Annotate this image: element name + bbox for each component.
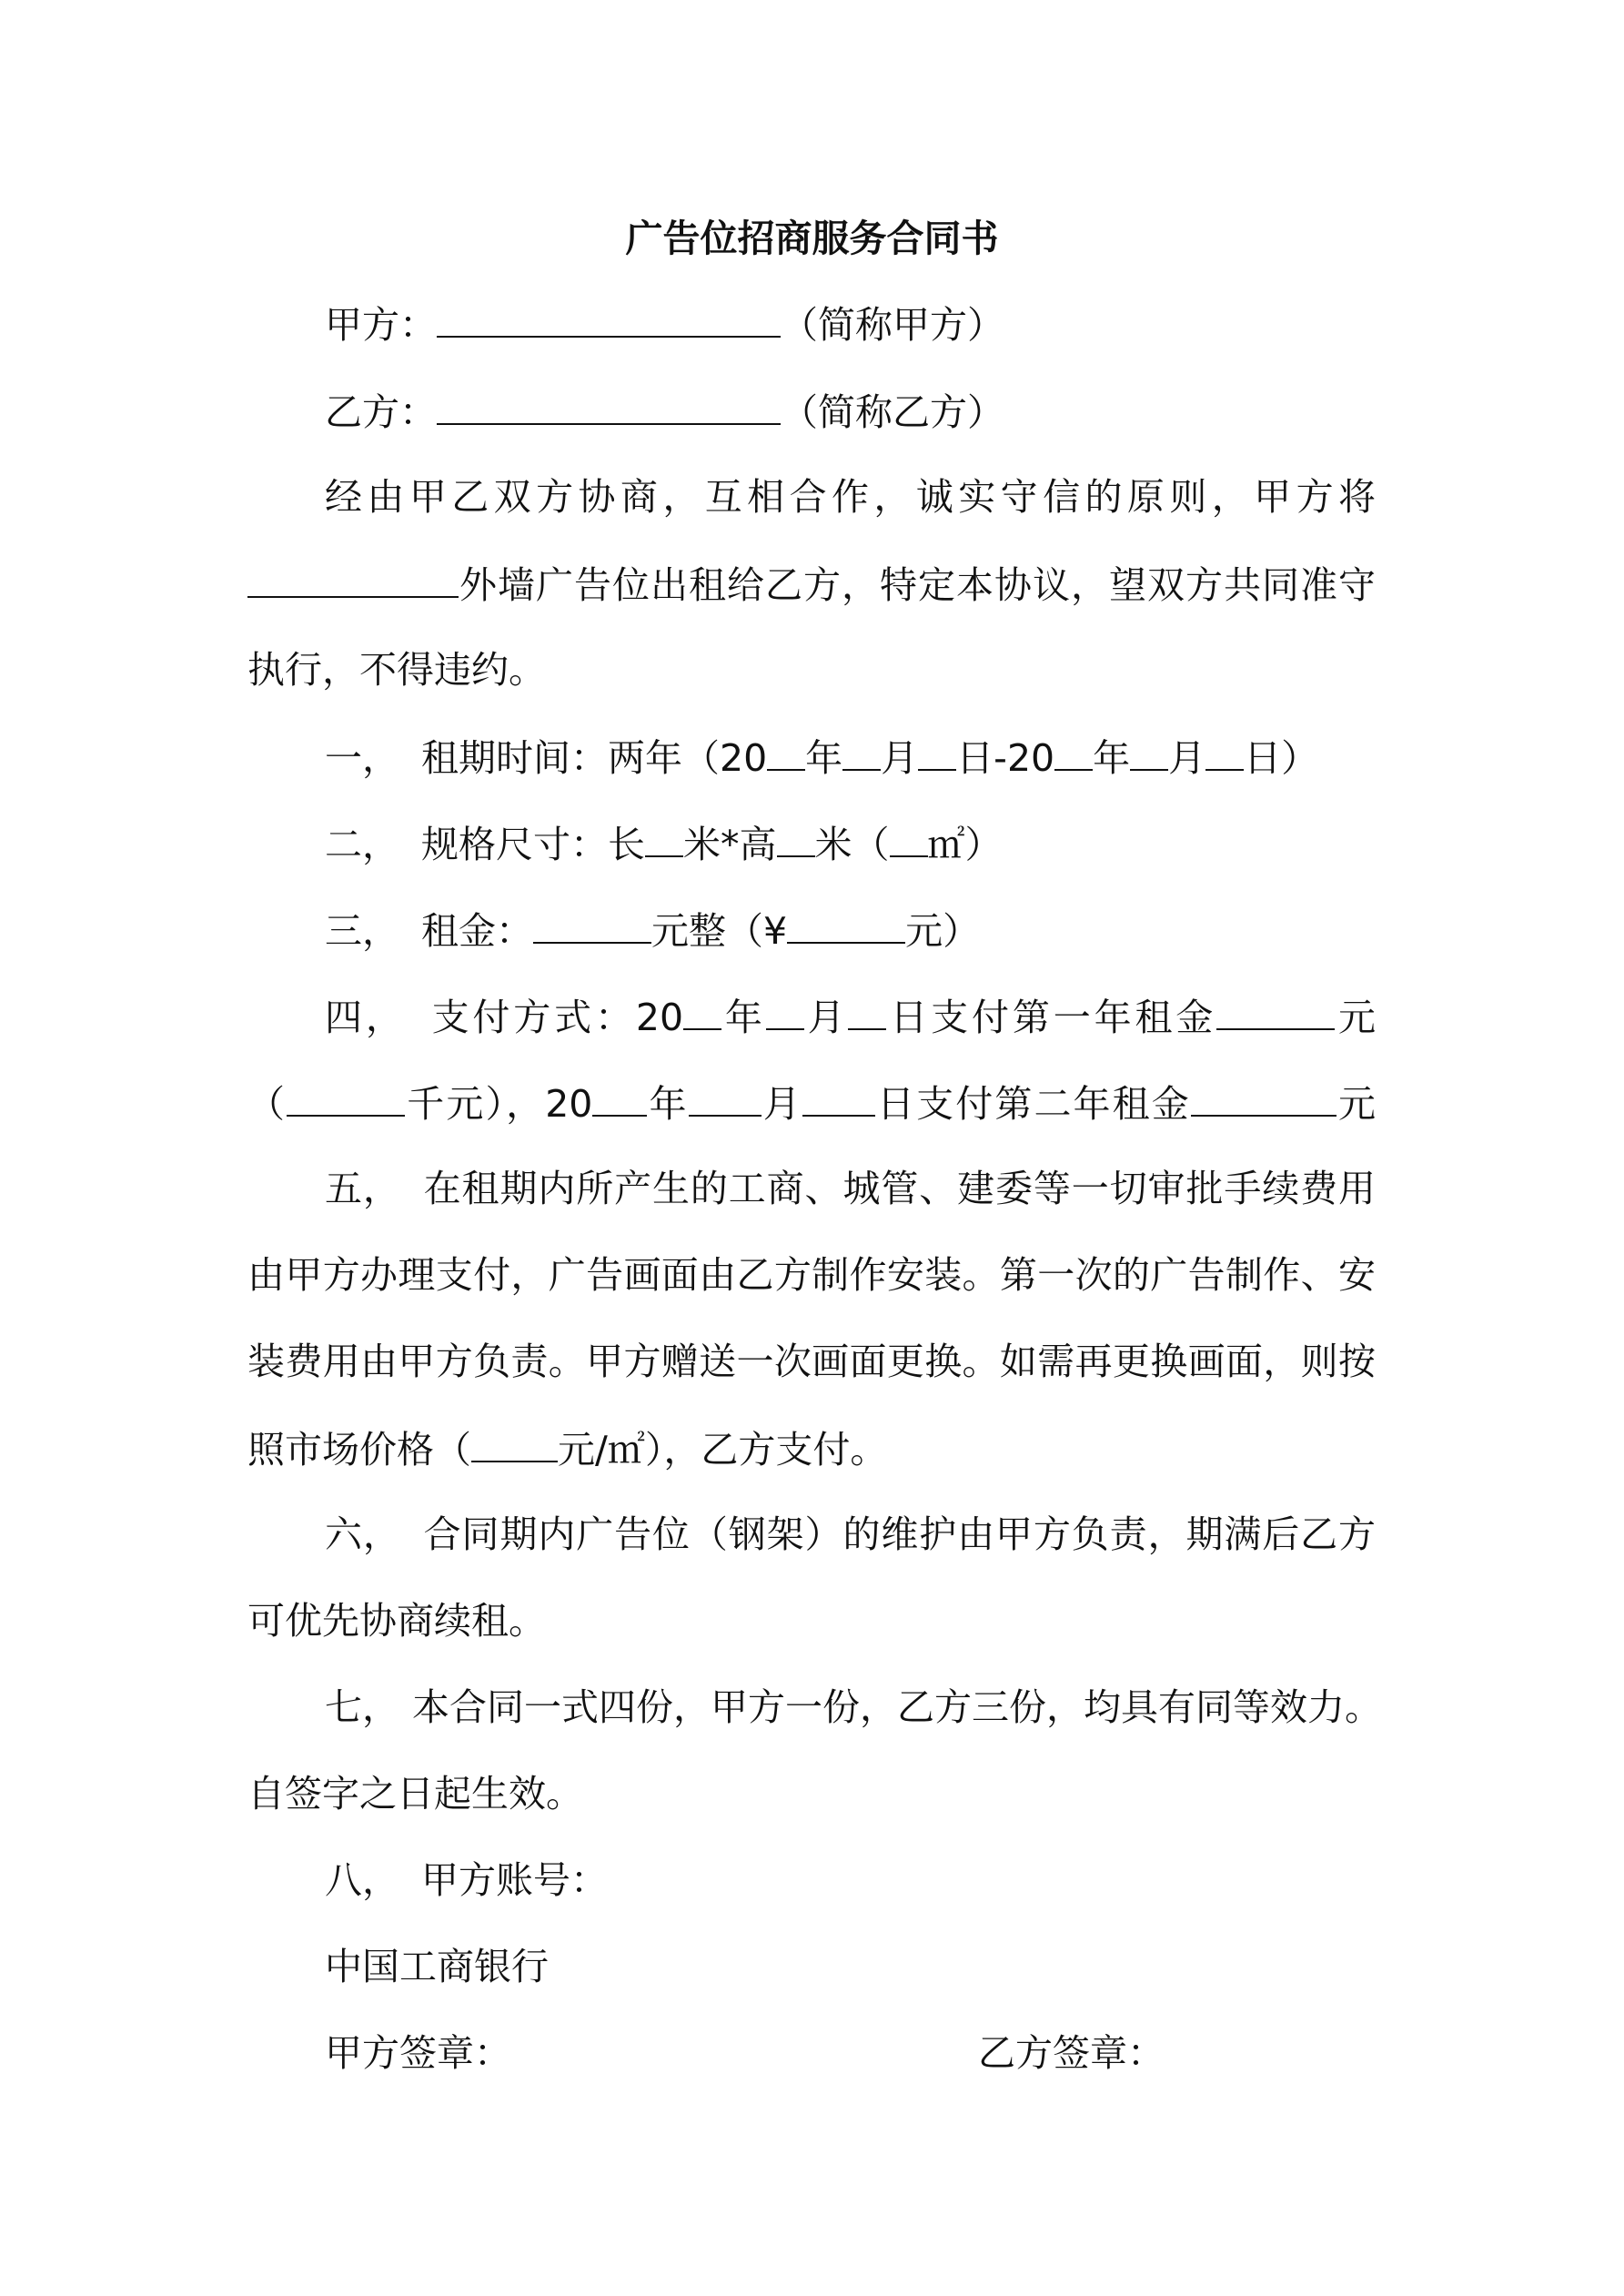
clause-3: [247, 902, 1453, 958]
clause-6-line-1: [247, 1507, 1376, 1562]
blank: [767, 729, 805, 771]
text: 日支付第二年租金: [874, 1082, 1191, 1126]
blank: [287, 1075, 405, 1117]
blank: [918, 729, 956, 771]
blank: [890, 815, 928, 857]
clause-4-label: 支付方式：20: [428, 996, 684, 1039]
signature-party-b: 乙方签章：: [978, 2031, 1165, 2075]
clause-1-num: 一，: [325, 736, 399, 780]
text: 元/㎡），乙方支付。: [558, 1428, 888, 1472]
blank: [787, 902, 905, 944]
clause-5-num: 五，: [325, 1167, 401, 1210]
party-a-blank: [437, 296, 781, 338]
clause-2-label: 规格尺寸：长: [421, 823, 645, 866]
text: （: [247, 1082, 287, 1126]
party-b-short: （简称乙方）: [781, 390, 1004, 434]
clause-2: [247, 815, 1453, 872]
text: 年: [721, 996, 766, 1039]
blank: [1191, 1075, 1337, 1117]
intro-line-2: [247, 556, 1376, 612]
clause-7-line-1: [247, 1680, 1382, 1735]
text: 元: [1336, 1082, 1377, 1126]
blank: [683, 988, 721, 1030]
text: 月: [761, 1082, 802, 1126]
text: 照市场价格（: [247, 1428, 471, 1472]
bank-name: 中国工商银行: [325, 1945, 549, 1988]
text: ㎡）: [927, 823, 1003, 866]
document-title: 广告位招商服务合同书: [625, 217, 999, 260]
blank: [689, 1075, 762, 1117]
text: 本合同一式四份，甲方一份，乙方三份，均具有同等效力。: [412, 1685, 1382, 1729]
clause-8-label: 甲方账号：: [421, 1858, 608, 1902]
party-b-blank: [437, 383, 781, 425]
text-month: 月: [881, 736, 919, 780]
clause-5-line-3: 装费用由甲方负责。甲方赠送一次画面更换。如需再更换画面，则按: [247, 1340, 1376, 1383]
clause-3-label: 租金：: [421, 909, 533, 953]
blank: [777, 815, 815, 857]
clause-3-num: 三，: [325, 909, 399, 953]
clause-1: [247, 729, 1453, 785]
blank: [842, 729, 881, 771]
text: 元: [1335, 996, 1377, 1039]
clause-5-line-1: [247, 1161, 1376, 1216]
text-day-sep: 日-20: [956, 736, 1055, 780]
clause-4-num: 四，: [325, 996, 407, 1039]
text: 合同期内广告位（钢架）的维护由甲方负责，期满后乙方: [422, 1512, 1377, 1556]
party-a-line: [247, 296, 1453, 352]
clause-7-num: 七，: [325, 1685, 399, 1729]
blank: [592, 1075, 647, 1117]
blank: [766, 988, 804, 1030]
text: 年: [647, 1082, 689, 1126]
text: 米*高: [683, 823, 777, 866]
clause-7-line-2: 自签字之日起生效。: [247, 1772, 583, 1816]
text: 元）: [905, 909, 981, 953]
clause-2-num: 二，: [325, 823, 399, 866]
blank: [1130, 729, 1168, 771]
party-a-short: （简称甲方）: [781, 303, 1004, 347]
blank: [1205, 729, 1244, 771]
blank: [645, 815, 683, 857]
clause-4-line-1: [247, 988, 1376, 1045]
clause-8-num: 八，: [325, 1858, 399, 1902]
text: 在租期内所产生的工商、城管、建委等一切审批手续费用: [422, 1167, 1377, 1210]
text: 日支付第一年租金: [886, 996, 1217, 1039]
blank: [848, 988, 886, 1030]
party-a-label: 甲方：: [325, 303, 437, 347]
text: 米（: [814, 823, 890, 866]
intro-line-2-text: 外墙广告位出租给乙方，特定本协议，望双方共同准守: [459, 563, 1376, 607]
text-year: 年: [1093, 736, 1131, 780]
party-b-label: 乙方：: [325, 390, 437, 434]
text-month: 月: [1168, 736, 1206, 780]
blank: [533, 902, 651, 944]
text-day-end: 日）: [1244, 736, 1319, 780]
clause-6-num: 六，: [325, 1512, 401, 1556]
text: 元整（¥: [651, 909, 788, 953]
clause-1-label: 租期时间：两年（20: [421, 736, 768, 780]
clause-6-line-2: 可优先协商续租。: [247, 1599, 546, 1643]
clause-5-line-2: 由甲方办理支付，广告画面由乙方制作安装。第一次的广告制作、安: [247, 1253, 1376, 1297]
party-b-line: [247, 383, 1453, 440]
clause-4-line-2: [247, 1075, 1376, 1131]
intro-line-3: 执行，不得违约。: [247, 648, 546, 692]
text: 月: [803, 996, 849, 1039]
clause-8: [247, 1853, 1453, 1907]
blank: [802, 1075, 875, 1117]
text: 千元），20: [405, 1082, 593, 1126]
signature-party-a: 甲方签章：: [325, 2031, 511, 2075]
location-blank: [247, 556, 459, 598]
clause-5-line-4: [247, 1421, 1376, 1477]
text-year: 年: [805, 736, 843, 780]
intro-line-1: 经由甲乙双方协商，互相合作，诚实守信的原则，甲方将: [325, 475, 1376, 519]
blank: [1216, 988, 1335, 1030]
blank: [1054, 729, 1093, 771]
blank: [471, 1421, 558, 1462]
